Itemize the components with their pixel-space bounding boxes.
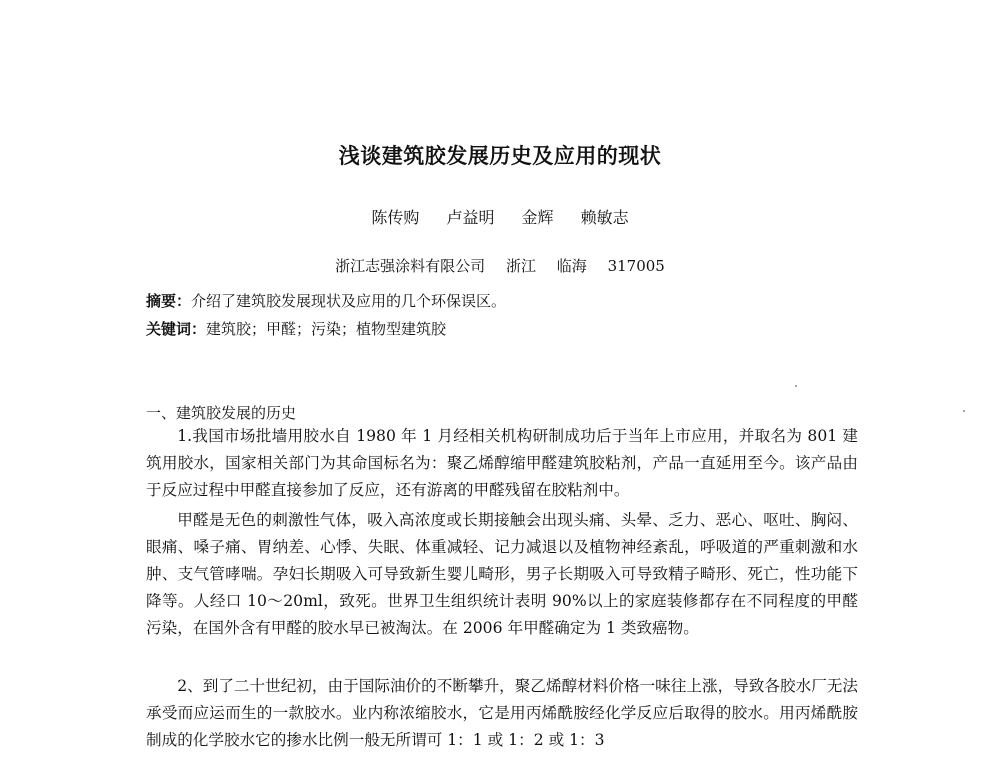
- keywords: [146, 318, 446, 339]
- body-paragraph: 1.我国市场批墙用胶水自 1980 年 1 月经相关机构研制成功后于当年上市应用，并取名为 801 建筑用胶水，国家相关部门为其命国标名为：聚乙烯醇缩甲醛建筑胶粘剂，产品一直延用至今。该产品由于反应过程中甲醛直接参加了反应，还有游离的甲醛残留在胶粘剂中。: [146, 427, 858, 499]
- affiliation-org: 浙江志强涂料有限公司: [335, 257, 486, 275]
- author-name: 赖敏志: [580, 208, 629, 227]
- affiliation: [0, 255, 1000, 276]
- section-heading: 一、建筑胶发展的历史: [146, 404, 297, 422]
- paper-title: 浅谈建筑胶发展历史及应用的现状: [338, 144, 662, 168]
- abstract: [146, 290, 506, 311]
- affiliation-city: 临海: [556, 257, 587, 275]
- keywords-text: 建筑胶；甲醛；污染；植物型建筑胶: [206, 320, 447, 338]
- abstract-text: 介绍了建筑胶发展现状及应用的几个环保误区。: [191, 292, 507, 310]
- author-name: 卢益明: [446, 208, 495, 227]
- body-paragraph: 2、到了二十世纪初，由于国际油价的不断攀升，聚乙烯醇材料价格一味往上涨，导致各胶水厂无法承受而应运而生的一款胶水。业内称浓缩胶水，它是用丙烯酰胺经化学反应后取得的胶水。用丙烯酰胺制成的化学胶水它的掺水比例一般无所谓可 1：1 或 1：2 或 1：3: [146, 677, 858, 749]
- scan-speck: [963, 410, 965, 412]
- author-list: [0, 205, 1000, 228]
- author-name: 金辉: [521, 208, 554, 227]
- body-paragraph: 甲醛是无色的刺激性气体，吸入高浓度或长期接触会出现头痛、头晕、乏力、恶心、呕吐、胸闷、眼痛、嗓子痛、胃纳差、心悸、失眠、体重减轻、记力减退以及植物神经紊乱，呼吸道的严重刺激和水肿、支气管哮喘。孕妇长期吸入可导致新生婴儿畸形，男子长期吸入可导致精子畸形、死亡，性功能下降等。人经口 10～20ml，致死。世界卫生组织统计表明 90%以上的家庭装修都存在不同程度的甲醛污染，在国外含有甲醛的胶水早已被淘汰。在 2006 年甲醛确定为 1 类致癌物。: [146, 511, 858, 637]
- keywords-label: 关键词：: [146, 320, 207, 338]
- affiliation-province: 浙江: [505, 257, 536, 275]
- affiliation-postcode: 317005: [607, 257, 665, 275]
- abstract-label: 摘要：: [146, 292, 192, 310]
- author-name: 陈传购: [371, 208, 420, 227]
- scan-speck: [795, 385, 797, 387]
